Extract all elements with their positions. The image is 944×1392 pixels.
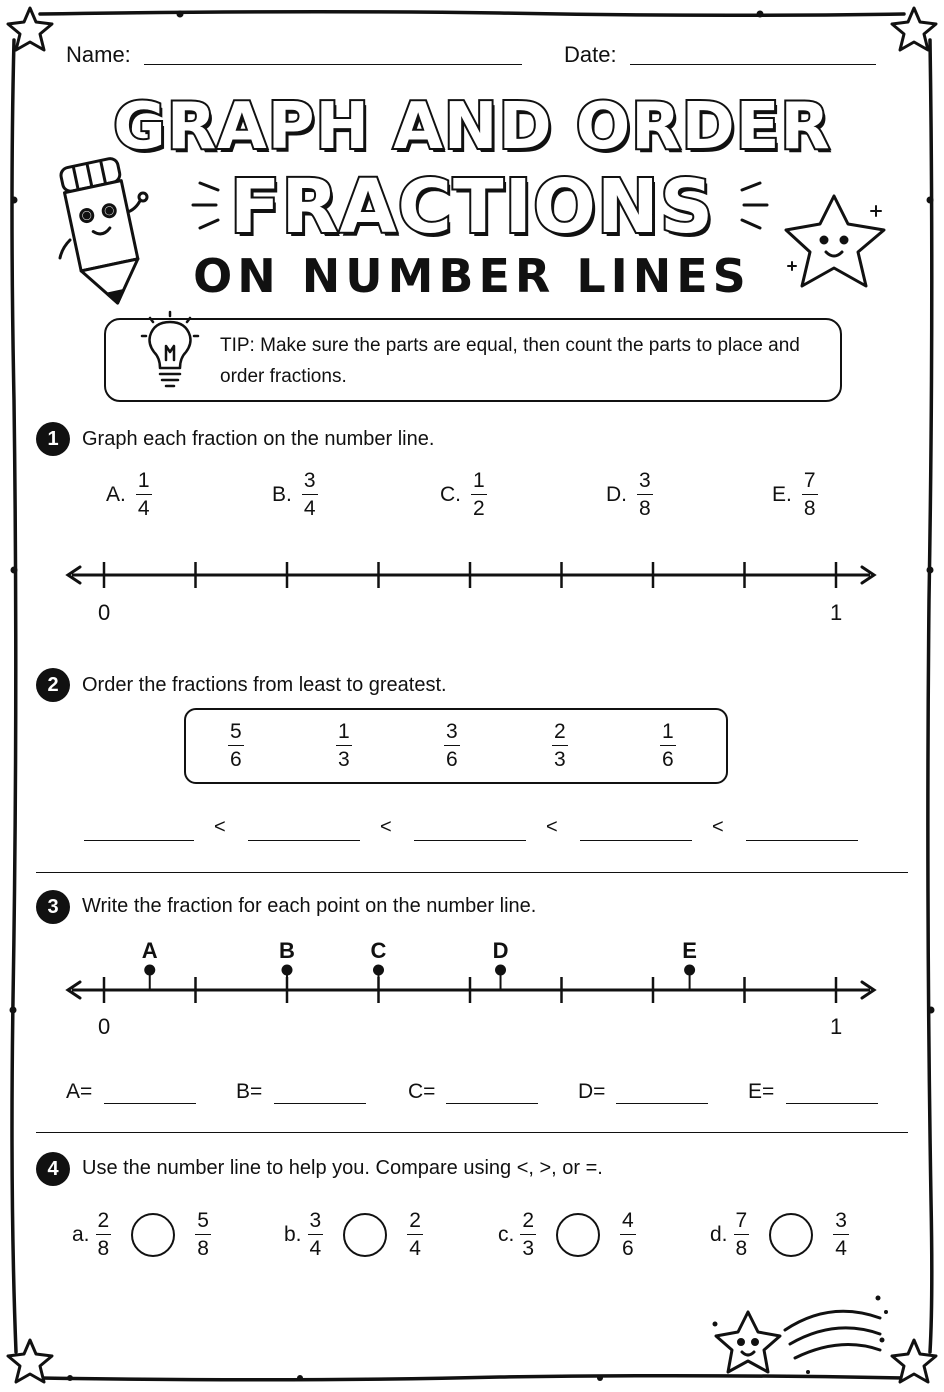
question-4-prompt: Use the number line to help you. Compare using <, >, or =.: [82, 1157, 603, 1179]
fraction: $\frac{3}{4}$: [309, 1209, 322, 1260]
answer-blank-a[interactable]: [104, 1103, 196, 1104]
answer-blank-e[interactable]: [786, 1103, 878, 1104]
fraction: $\frac{7}{8}$: [735, 1209, 748, 1260]
question-number-4: 4: [36, 1152, 70, 1186]
pair-letter: a.: [72, 1223, 90, 1246]
point-label: A: [141, 938, 158, 963]
fraction: $\frac{3}{4}$: [835, 1209, 847, 1260]
number-line-2-end: 1: [830, 1014, 843, 1039]
point-dot: [495, 965, 506, 976]
point-label: B: [279, 938, 295, 963]
fraction: $\frac{3}{8}$: [639, 469, 651, 520]
item-letter: A.: [106, 483, 126, 506]
question-1-prompt: Graph each fraction on the number line.: [82, 428, 435, 450]
point-label: D: [492, 938, 509, 963]
answer-label-b: B=: [236, 1080, 263, 1103]
compare-circle[interactable]: [769, 1213, 813, 1257]
compare-circle[interactable]: [131, 1213, 175, 1257]
compare-circle[interactable]: [556, 1213, 600, 1257]
point-dot: [373, 965, 384, 976]
item-letter: C.: [440, 483, 461, 506]
number-line-2-start: 0: [98, 1014, 111, 1039]
point-label: C: [370, 938, 387, 963]
order-fraction-1: $\frac{5}{6}$: [230, 720, 242, 771]
point-label: E: [682, 938, 697, 963]
question-number-2: 2: [36, 668, 70, 702]
answer-label-e: E=: [748, 1080, 775, 1103]
number-line-1-end: 1: [830, 600, 843, 625]
order-fraction-5: $\frac{1}{6}$: [662, 720, 674, 771]
section-divider: [36, 1132, 908, 1133]
tip-text: TIP: Make sure the parts are equal, then count the parts to place and order fractions.: [220, 335, 800, 387]
fraction: $\frac{1}{2}$: [473, 469, 485, 520]
less-than-symbol: <: [712, 816, 724, 838]
order-fraction-4: $\frac{2}{3}$: [554, 720, 566, 771]
question-number-1: 1: [36, 422, 70, 456]
answer-label-d: D=: [578, 1080, 606, 1103]
fraction: $\frac{2}{8}$: [97, 1209, 110, 1260]
pair-letter: d.: [710, 1223, 728, 1246]
pair-letter: b.: [284, 1223, 302, 1246]
fraction: $\frac{2}{4}$: [409, 1209, 421, 1260]
order-fraction-2: $\frac{1}{3}$: [338, 720, 350, 771]
fraction: $\frac{5}{8}$: [197, 1209, 209, 1260]
question-3-prompt: Write the fraction for each point on the number line.: [82, 895, 537, 917]
item-letter: E.: [772, 483, 792, 506]
less-than-symbol: <: [214, 816, 226, 838]
compare-circle[interactable]: [343, 1213, 387, 1257]
point-dot: [282, 965, 293, 976]
item-letter: B.: [272, 483, 292, 506]
date-label: Date:: [564, 42, 617, 67]
compare-pair-a: [72, 1210, 211, 1260]
name-label: Name:: [66, 42, 131, 67]
order-fraction-3: $\frac{3}{6}$: [446, 720, 458, 771]
answer-blank-d[interactable]: [616, 1103, 708, 1104]
title-line2: FRACTIONS: [229, 164, 715, 250]
compare-pair-b: [284, 1210, 423, 1260]
answer-blank-b[interactable]: [274, 1103, 366, 1104]
pair-letter: c.: [498, 1223, 515, 1246]
item-letter: D.: [606, 483, 627, 506]
compare-pair-d: [710, 1210, 849, 1260]
title-line3: ON NUMBER LINES: [193, 249, 751, 303]
fraction: $\frac{1}{4}$: [137, 469, 150, 520]
less-than-symbol: <: [546, 816, 558, 838]
answer-label-c: C=: [408, 1080, 436, 1103]
answer-blank-c[interactable]: [446, 1103, 538, 1104]
answer-label-a: A=: [66, 1080, 93, 1103]
question-2-prompt: Order the fractions from least to greatest.: [82, 674, 447, 696]
question-number-3: 3: [36, 890, 70, 924]
fraction: $\frac{3}{4}$: [303, 469, 316, 520]
title-line1: GRAPH AND ORDER: [113, 90, 831, 164]
fraction: $\frac{4}{6}$: [622, 1209, 634, 1260]
number-line-1-start: 0: [98, 600, 111, 625]
compare-pair-c: [498, 1210, 636, 1260]
fraction: $\frac{7}{8}$: [803, 469, 816, 520]
point-dot: [144, 965, 155, 976]
point-dot: [684, 965, 695, 976]
fraction: $\frac{2}{3}$: [522, 1209, 535, 1260]
less-than-symbol: <: [380, 816, 392, 838]
